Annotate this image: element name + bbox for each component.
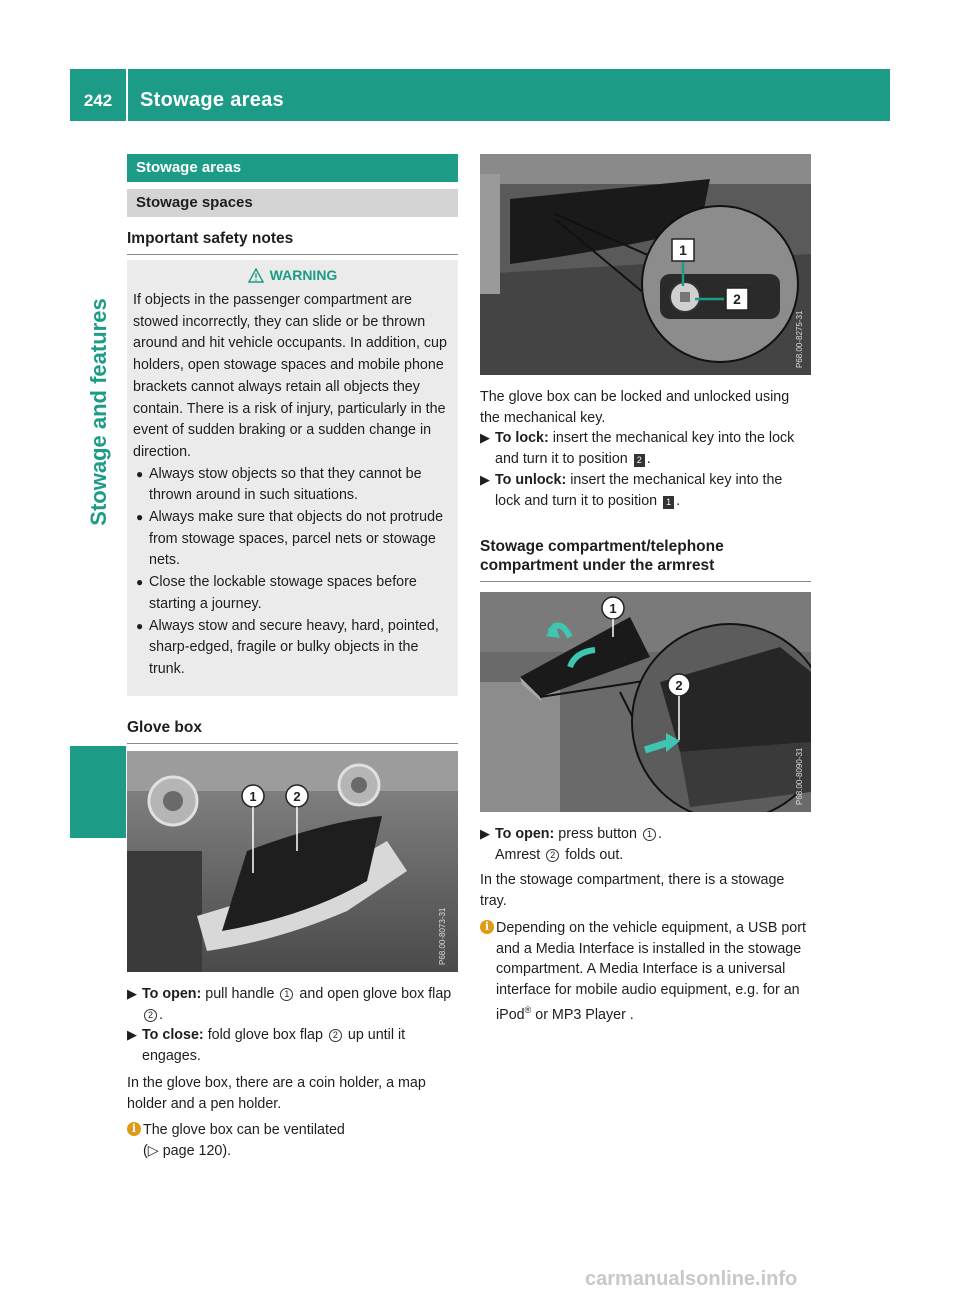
image-code: P68.00-8275-31 <box>795 310 804 368</box>
watermark: carmanualsonline.info <box>585 1268 798 1290</box>
usb-info-note: i Depending on the vehicle equipment, a USB port and a Media Interface is installed in the stowage compartment. A Media Interface is a universal interface for mobile audio equipment, e.g. for an iPod® or MP3 Player . <box>480 918 811 1025</box>
safety-heading: Important safety notes <box>127 229 458 255</box>
side-tab-block <box>70 746 126 838</box>
holder-text: In the glove box, there are a coin holder, a map holder and a pen holder. <box>127 1075 426 1112</box>
bullet-icon: ● <box>136 510 144 525</box>
glove-box-lock-photo <box>480 154 811 375</box>
callout-1: 1 <box>643 828 656 841</box>
armrest-photo <box>480 592 811 812</box>
callout-2: 2 <box>329 1029 342 1042</box>
position-2-marker: 2 <box>634 454 645 467</box>
armrest-heading: Stowage compartment/telephone compartment under the armrest <box>480 537 811 582</box>
callout-1: 1 <box>249 789 257 804</box>
warning-header <box>133 264 452 286</box>
callout-2: 2 <box>733 291 741 307</box>
info-note: i The glove box can be ventilated (▷ page 120). <box>127 1120 458 1161</box>
step-arrow-icon: ▶ <box>127 1027 137 1042</box>
step-arrow-icon: ▶ <box>480 430 490 445</box>
warning-box <box>127 260 458 696</box>
glove-box-photo <box>127 751 458 972</box>
warning-text: If objects in the passenger compartment are stowed incorrectly, they can slide or be thrown around and hit vehicle occupants. In addition, cup holders, open stowage spaces and mobile phone brackets cannot always retain all objects they contain. There is a risk of injury, particularly in the event of sudden braking or a sudden change in direction. <box>133 292 447 460</box>
info-icon: i <box>127 1122 141 1136</box>
header-divider <box>126 69 128 121</box>
step-open-armrest: ▶ To open: press button 1 . Amrest 2 folds out. <box>480 826 662 863</box>
side-tab-label: Stowage and features <box>86 298 111 526</box>
section-title: Stowage areas <box>127 154 458 182</box>
step-arrow-icon: ▶ <box>480 826 490 841</box>
callout-2: 2 <box>293 789 301 804</box>
position-1-marker: 1 <box>663 496 674 509</box>
callout-1: 1 <box>280 988 293 1001</box>
step-arrow-icon: ▶ <box>480 472 490 487</box>
step-lock: ▶ To lock: insert the mechanical key into the lock and turn it to position 2 . <box>480 430 795 467</box>
warning-triangle-icon <box>248 268 264 283</box>
page-ref-link[interactable]: (▷ page 120). <box>143 1142 232 1159</box>
page-title: Stowage areas <box>140 89 284 111</box>
image-code: P68.00-8090-31 <box>795 747 804 805</box>
callout-2: 2 <box>144 1009 157 1022</box>
glove-box-heading: Glove box <box>127 718 458 744</box>
subsection-title: Stowage spaces <box>127 189 458 217</box>
list-item: ● Always stow objects so that they cannot be thrown around in such situations. <box>136 465 422 504</box>
lock-intro: The glove box can be locked and unlocked using the mechanical key. <box>480 389 790 426</box>
callout-2: 2 <box>546 849 559 862</box>
page-number: 242 <box>83 91 113 110</box>
bullet-icon: ● <box>136 575 144 590</box>
image-code: P68.00-8073-31 <box>438 907 447 965</box>
step-unlock: ▶ To unlock: insert the mechanical key into the lock and turn it to position 1 . <box>480 472 783 509</box>
list-item: ● Always stow and secure heavy, hard, pointed, sharp-edged, fragile or bulky objects in the trunk. <box>136 617 439 677</box>
list-item: ● Close the lockable stowage spaces before starting a journey. <box>136 574 417 612</box>
callout-2: 2 <box>675 678 683 693</box>
step-arrow-icon: ▶ <box>127 986 137 1001</box>
step-close: ▶ To close: fold glove box flap 2 up until it engages. <box>127 1027 406 1064</box>
list-item: ● Always make sure that objects do not protrude from stowage spaces, parcel nets or stowage nets. <box>136 509 444 569</box>
callout-1: 1 <box>679 242 687 258</box>
step-open: ▶ To open: pull handle 1 and open glove box flap 2 . <box>127 986 452 1023</box>
warning-bullets <box>133 464 452 681</box>
info-icon: i <box>480 920 494 934</box>
bullet-icon: ● <box>136 618 144 633</box>
warning-label: WARNING <box>269 267 338 283</box>
callout-1: 1 <box>609 601 617 616</box>
tray-text: In the stowage compartment, there is a stowage tray. <box>480 872 785 909</box>
bullet-icon: ● <box>136 466 144 481</box>
